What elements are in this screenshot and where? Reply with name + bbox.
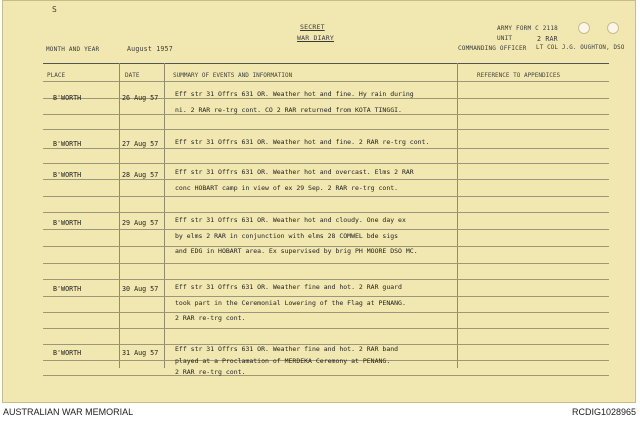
entry-place: B'WORTH (53, 94, 82, 102)
entry-line: 2 RAR re-trg cont. (175, 314, 246, 322)
punch-hole (578, 22, 590, 34)
entry-date: 29 Aug 57 (122, 219, 159, 227)
form-number: ARMY FORM C 2118 (497, 25, 558, 32)
entry-date: 28 Aug 57 (122, 171, 159, 179)
entry-date: 26 Aug 57 (122, 94, 159, 102)
classification: SECRET (300, 23, 325, 31)
column-header-references: REFERENCE TO APPENDICES (477, 72, 561, 79)
entry-line: and EDG in HOBART area. Ex supervised by brig PH MOORE DSO MC. (175, 247, 418, 255)
entry-summary (175, 344, 467, 379)
entry-line: Eff str 31 Offrs 631 OR. Weather hot and fine. 2 RAR re-trg cont. (175, 138, 430, 146)
entry-summary (175, 165, 467, 196)
entry-date: 31 Aug 57 (122, 349, 159, 357)
entry-line: played at a Proclamation of MERDEKA Ceremony at PENANG. (175, 356, 391, 365)
entry-summary (175, 87, 467, 118)
commanding-label: COMMANDING OFFICER (458, 45, 527, 52)
entry-line: Eff str 31 Offrs 631 OR. Weather hot and fine. Hy rain during (175, 90, 414, 98)
ruled-line (43, 129, 609, 130)
entry-line: Eff str 31 Offrs 631 OR. Weather hot and overcast. Elms 2 RAR (175, 168, 414, 176)
punch-hole (607, 22, 619, 34)
entry-line: by elms 2 RAR in conjunction with elms 28 COMWEL bde sigs (175, 231, 399, 240)
table-header-rule (43, 81, 609, 82)
ruled-line (43, 163, 609, 164)
entry-line: conc HOBART camp in view of ex 29 Sep. 2 RAR re-trg cont. (175, 183, 399, 192)
war-diary-sheet (2, 0, 636, 403)
entry-summary (175, 213, 467, 260)
corner-mark: S (52, 5, 58, 14)
footer-record-id: RCDIG1028965 (571, 407, 636, 417)
ruled-line (43, 263, 609, 264)
column-divider (119, 63, 120, 368)
column-header-place: PLACE (47, 72, 66, 79)
entry-line: ni. 2 RAR re-trg cont. CO 2 RAR returned from KOTA TINGGI. (175, 105, 402, 114)
entry-place: B'WORTH (53, 349, 82, 357)
footer-institution: AUSTRALIAN WAR MEMORIAL (3, 407, 134, 417)
entry-date: 27 Aug 57 (122, 140, 159, 148)
entry-line: Eff str 31 Offrs 631 OR. Weather fine and hot. 2 RAR band (175, 345, 399, 353)
commanding-value: LT COL J.G. OUGHTON, DSO (536, 45, 625, 51)
column-header-date: DATE (125, 72, 140, 79)
entry-place: B'WORTH (53, 219, 82, 227)
table-top-rule (43, 63, 609, 64)
entry-date: 30 Aug 57 (122, 285, 159, 293)
ruled-line (43, 328, 609, 329)
unit-label: UNIT (497, 35, 513, 42)
entry-line: Eff str 31 Offrs 631 OR. Weather fine and hot. 2 RAR guard (175, 283, 402, 291)
entry-line: 2 RAR re-trg cont. (175, 368, 246, 376)
entry-place: B'WORTH (53, 140, 82, 148)
column-divider (164, 63, 165, 368)
month-label: MONTH AND YEAR (46, 46, 100, 53)
entry-place: B'WORTH (53, 171, 82, 179)
unit-value: 2 RAR (537, 35, 558, 43)
entry-summary (175, 280, 467, 327)
ruled-line (43, 196, 609, 197)
entry-summary (175, 135, 467, 151)
month-value: August 1957 (127, 45, 173, 53)
entry-line: Eff str 31 Offrs 631 OR. Weather hot and cloudy. One day ex (175, 216, 406, 224)
entry-line: took part in the Ceremonial Lowering of the Flag at PENANG. (175, 298, 406, 307)
entry-place: B'WORTH (53, 285, 82, 293)
doc-title: WAR DIARY (297, 34, 335, 42)
column-header-summary: SUMMARY OF EVENTS AND INFORMATION (173, 72, 293, 79)
